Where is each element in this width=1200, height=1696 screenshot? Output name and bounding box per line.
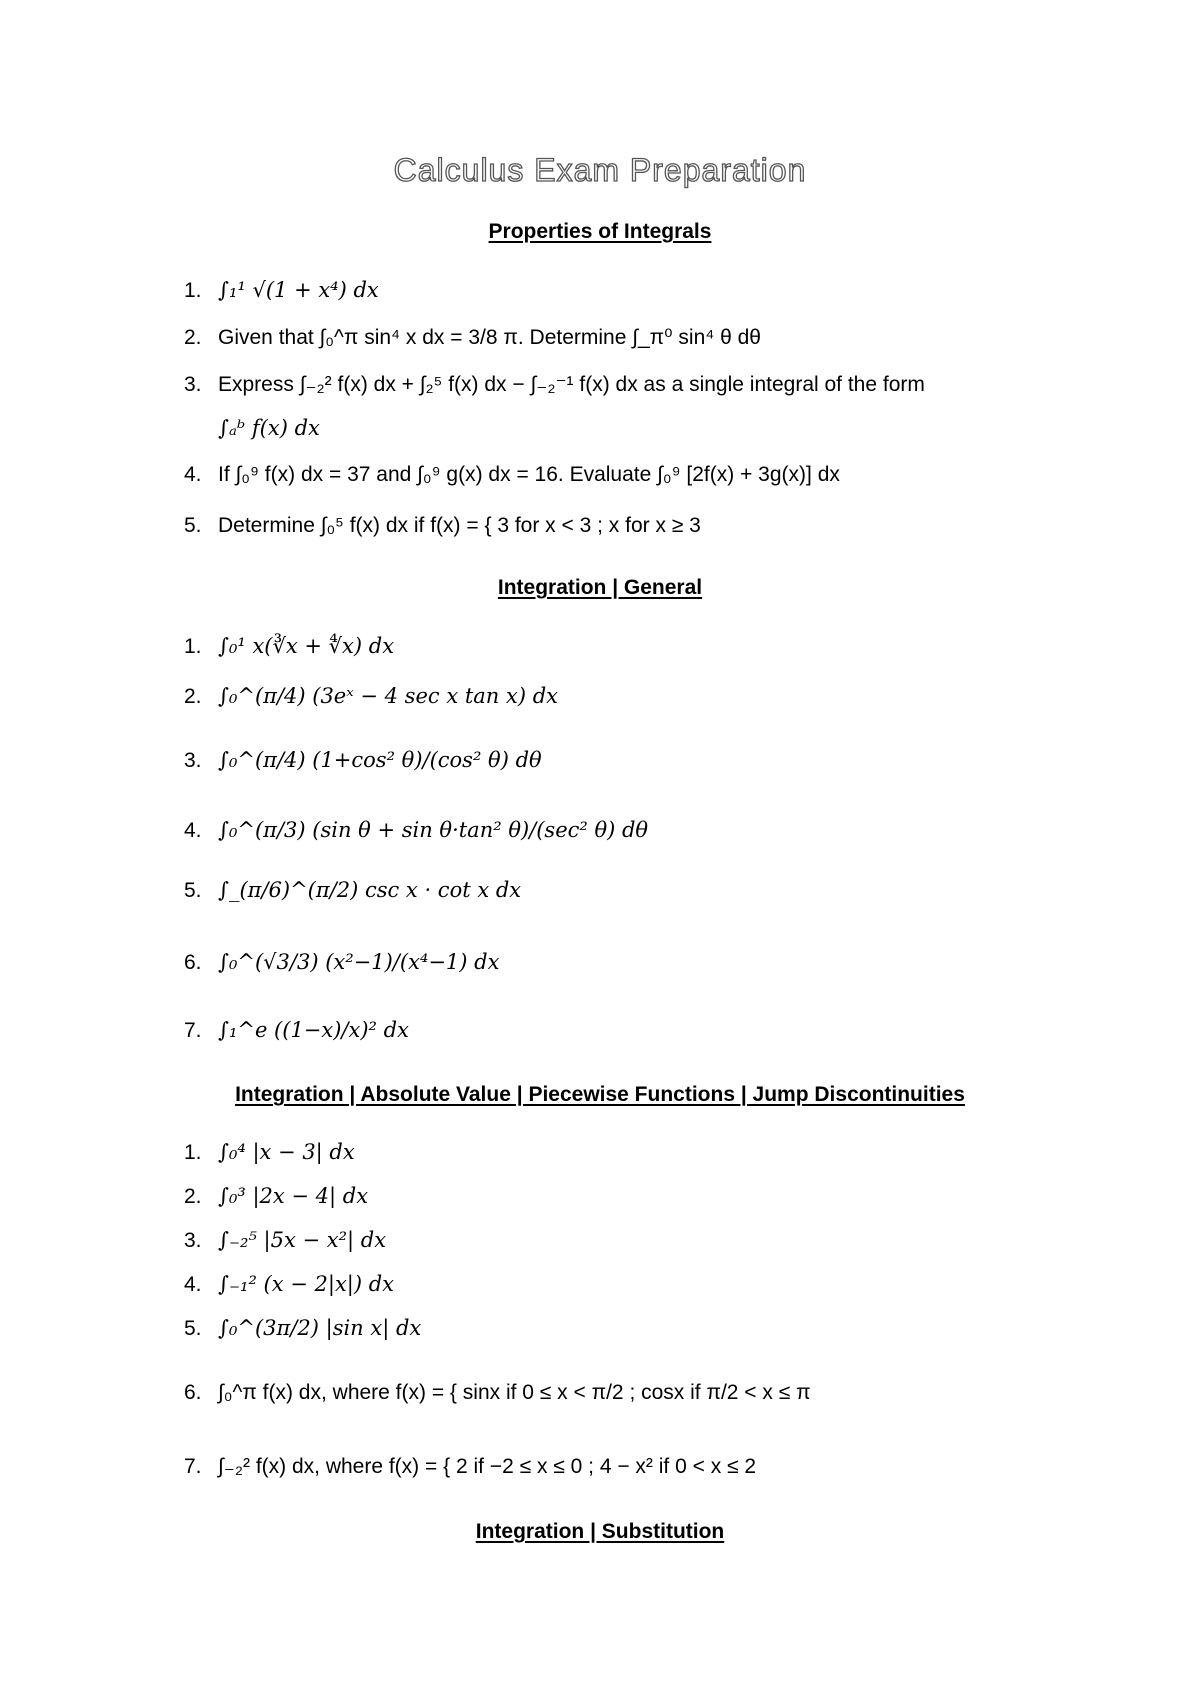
list-item: 2. ∫₀³ |2x − 4| dx: [184, 1184, 369, 1208]
list-item: 7. ∫₁^e ((1−x)/x)² dx: [184, 1018, 409, 1042]
list-item: 5. ∫₀^(3π/2) |sin x| dx: [184, 1316, 422, 1340]
math-expression: ∫₀^(3π/2) |sin x| dx: [218, 1316, 422, 1340]
section-heading-properties: Properties of Integrals: [488, 220, 712, 243]
math-expression: ∫₀⁴ |x − 3| dx: [218, 1140, 355, 1164]
list-item: 4. ∫₀^(π/3) (sin θ + sin θ·tan² θ)/(sec² θ) dθ: [184, 818, 649, 842]
math-expression: ∫₀^(π/3) (sin θ + sin θ·tan² θ)/(sec² θ) dθ: [218, 818, 649, 842]
list-item: 6. ∫₀^(√3/3) (x²−1)/(x⁴−1) dx: [184, 950, 500, 974]
list-item: 1. ∫₁¹ √(1 + x⁴) dx: [184, 278, 379, 302]
list-item: 4. ∫₋₁² (x − 2|x|) dx: [184, 1272, 395, 1296]
page-title: Calculus Exam Preparation: [393, 152, 807, 188]
math-expression: ∫₀^(√3/3) (x²−1)/(x⁴−1) dx: [218, 950, 500, 974]
math-expression: ∫₋₂⁵ |5x − x²| dx: [218, 1228, 387, 1252]
math-expression: ∫₁^e ((1−x)/x)² dx: [218, 1018, 409, 1042]
math-expression: Express ∫₋₂² f(x) dx + ∫₂⁵ f(x) dx − ∫₋₂⁻¹ f(x) dx as a single integral of the form: [218, 373, 925, 396]
section-heading-substitution: Integration | Substitution: [475, 1520, 725, 1543]
math-expression: Given that ∫₀^π sin⁴ x dx = 3/8 π. Determine ∫_π⁰ sin⁴ θ dθ: [218, 326, 761, 349]
math-expression: If ∫₀⁹ f(x) dx = 37 and ∫₀⁹ g(x) dx = 16. Evaluate ∫₀⁹ [2f(x) + 3g(x)] dx: [218, 463, 840, 486]
math-expression: Determine ∫₀⁵ f(x) dx if f(x) = { 3 for x < 3 ; x for x ≥ 3: [218, 514, 701, 537]
list-item: 5. ∫_(π/6)^(π/2) csc x · cot x dx: [184, 878, 522, 902]
list-item: 4. If ∫₀⁹ f(x) dx = 37 and ∫₀⁹ g(x) dx = 16. Evaluate ∫₀⁹ [2f(x) + 3g(x)] dx: [184, 463, 840, 486]
list-item: 2. Given that ∫₀^π sin⁴ x dx = 3/8 π. Determine ∫_π⁰ sin⁴ θ dθ: [184, 326, 761, 349]
math-expression: ∫₁¹ √(1 + x⁴) dx: [218, 278, 379, 302]
section-heading-absolute-value: Integration | Absolute Value | Piecewise Functions | Jump Discontinuities: [235, 1083, 965, 1106]
list-item: 3. ∫₋₂⁵ |5x − x²| dx: [184, 1228, 387, 1252]
list-item: 1. ∫₀¹ x(∛x + ∜x) dx: [184, 634, 395, 658]
math-expression: ∫₀^(π/4) (3eˣ − 4 sec x tan x) dx: [218, 684, 558, 708]
math-expression: ∫₀^(π/4) (1+cos² θ)/(cos² θ) dθ: [218, 748, 542, 772]
math-expression: ∫₋₁² (x − 2|x|) dx: [218, 1272, 395, 1296]
math-expression: ∫ₐᵇ f(x) dx: [218, 416, 320, 440]
list-item: 2. ∫₀^(π/4) (3eˣ − 4 sec x tan x) dx: [184, 684, 558, 708]
list-item: 7. ∫₋₂² f(x) dx, where f(x) = { 2 if −2 ≤ x ≤ 0 ; 4 − x² if 0 < x ≤ 2: [184, 1455, 757, 1478]
section-heading-general: Integration | General: [497, 576, 703, 599]
math-expression: ∫₀^π f(x) dx, where f(x) = { sinx if 0 ≤ x < π/2 ; cosx if π/2 < x ≤ π: [218, 1381, 811, 1404]
list-item: 6. ∫₀^π f(x) dx, where f(x) = { sinx if 0 ≤ x < π/2 ; cosx if π/2 < x ≤ π: [184, 1381, 811, 1404]
list-item: 1. ∫₀⁴ |x − 3| dx: [184, 1140, 355, 1164]
list-item: 3. Express ∫₋₂² f(x) dx + ∫₂⁵ f(x) dx − ∫₋₂⁻¹ f(x) dx as a single integral of the form: [184, 373, 925, 396]
list-item: 3. ∫₀^(π/4) (1+cos² θ)/(cos² θ) dθ: [184, 748, 542, 772]
math-expression: ∫₋₂² f(x) dx, where f(x) = { 2 if −2 ≤ x ≤ 0 ; 4 − x² if 0 < x ≤ 2: [218, 1455, 757, 1478]
list-item: 5. Determine ∫₀⁵ f(x) dx if f(x) = { 3 for x < 3 ; x for x ≥ 3: [184, 514, 701, 537]
math-expression: ∫_(π/6)^(π/2) csc x · cot x dx: [218, 878, 522, 902]
math-expression: ∫₀³ |2x − 4| dx: [218, 1184, 369, 1208]
math-expression: ∫₀¹ x(∛x + ∜x) dx: [218, 634, 395, 658]
list-item-continuation: [218, 416, 320, 441]
